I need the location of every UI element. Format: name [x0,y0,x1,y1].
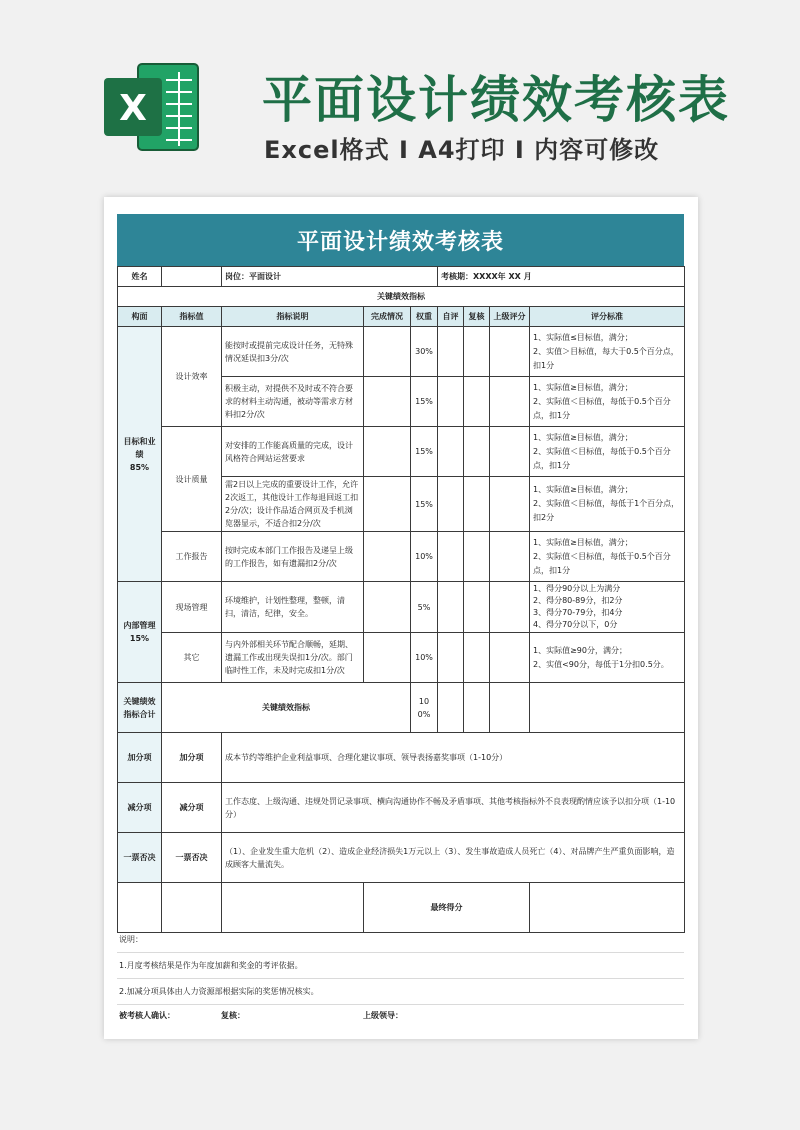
name-label: 姓名 [118,267,162,287]
table-row [118,327,685,377]
group-total: 关键绩效指标合计 [118,683,162,733]
table-title: 平面设计绩效考核表 [117,214,684,266]
veto-desc: （1）、企业发生重大危机（2）、造成企业经济损失1万元以上（3）、发生事故造成人员死亡（4）、对品牌产生严重负面影响，造成顾客大量流失。 [222,833,685,883]
indicator-name: 设计效率 [162,327,222,427]
bonus-name: 加分项 [162,733,222,783]
indicator-desc: 与内外部相关环节配合顺畅，延期、遗漏工作或出现失误扣1分/次。部门临时性工作，未及时完成扣1分/次 [222,633,364,683]
completion-cell[interactable] [364,327,411,377]
superior-score-cell[interactable] [490,582,530,633]
page-banner [0,0,800,190]
superior-score-cell[interactable] [490,633,530,683]
completion-cell[interactable] [364,477,411,532]
superior-score-cell[interactable] [490,377,530,427]
header-cell: 指标值 [162,307,222,327]
header-cell: 复核 [464,307,490,327]
excel-logo-icon [100,58,200,156]
final-score-value[interactable] [530,883,685,933]
bonus-group: 加分项 [118,733,162,783]
review-total[interactable] [464,683,490,733]
header-cell: 权重 [411,307,438,327]
completion-cell[interactable] [364,633,411,683]
indicator-name: 其它 [162,633,222,683]
header-cell: 指标说明 [222,307,364,327]
examinee-confirm: 被考核人确认： [119,1011,175,1020]
criteria-cell: 1、实际值≥目标值，满分； 2、实际值＜目标值，每低于0.5个百分点，扣1分 [530,532,685,582]
total-row [118,683,685,733]
review-cell[interactable] [464,633,490,683]
review-cell[interactable] [464,477,490,532]
banner-subtitle: Excel格式 I A4打印 I 内容可修改 [264,136,660,164]
header-row [118,307,685,327]
superior-score-cell[interactable] [490,427,530,477]
section-label: 关键绩效指标 [118,287,685,307]
table-row [118,633,685,683]
completion-cell[interactable] [364,582,411,633]
final-score-label: 最终得分 [364,883,530,933]
period-cell: 考核期：XXXX年 XX 月 [438,267,685,287]
post-cell: 岗位：平面设计 [222,267,438,287]
svg-text:X: X [119,88,147,129]
weight-cell: 10% [411,532,438,582]
superior-sign: 上级领导： [363,1011,403,1020]
note-1: 1.月度考核结果是作为年度加薪和奖金的考评依据。 [119,961,303,970]
veto-name: 一票否决 [162,833,222,883]
penalty-desc: 工作态度、上级沟通、违规处罚记录事项、横向沟通协作不畅及矛盾事项、其他考核指标外不良表现酌情应该予以扣分项（1-10分） [222,783,685,833]
review-cell[interactable] [464,377,490,427]
indicator-desc: 积极主动，对提供不及时或不符合要求的材料主动沟通，被动等需求方材料扣2分/次 [222,377,364,427]
superior-score-total[interactable] [490,683,530,733]
self-score-cell[interactable] [438,327,464,377]
criteria-cell: 1、实际值≥目标值，满分； 2、实际值＜目标值，每低于0.5个百分点，扣1分 [530,427,685,477]
indicator-name: 设计质量 [162,427,222,532]
header-cell: 上级评分 [490,307,530,327]
weight-cell: 5% [411,582,438,633]
indicator-desc: 能按时或提前完成设计任务，无特殊情况延误扣3分/次 [222,327,364,377]
superior-score-cell[interactable] [490,327,530,377]
self-score-cell[interactable] [438,427,464,477]
superior-score-cell[interactable] [490,477,530,532]
self-score-cell[interactable] [438,477,464,532]
criteria-cell: 1、实际值≥目标值，满分； 2、实际值＜目标值，每低于1个百分点，扣2分 [530,477,685,532]
banner-title: 平面设计绩效考核表 [262,71,730,129]
header-cell: 构面 [118,307,162,327]
group-internal: 内部管理 15% [118,582,162,683]
self-score-cell[interactable] [438,377,464,427]
total-label: 关键绩效指标 [162,683,411,733]
weight-cell: 30% [411,327,438,377]
notes-title: 说明： [119,935,143,944]
header-cell: 自评 [438,307,464,327]
divider [117,952,684,953]
penalty-name: 减分项 [162,783,222,833]
criteria-cell: 1、实际值≥目标值，满分； 2、实际值＜目标值，每低于0.5个百分点，扣1分 [530,377,685,427]
kpi-table [117,266,685,933]
divider [117,1004,684,1005]
header-cell: 评分标准 [530,307,685,327]
penalty-row [118,783,685,833]
indicator-desc: 对安排的工作能高质量的完成，设计风格符合网站运营要求 [222,427,364,477]
final-empty-cell [222,883,364,933]
weight-cell: 15% [411,427,438,477]
self-score-cell[interactable] [438,532,464,582]
criteria-cell: 1、实际值≥90分，满分； 2、实值<90分，每低于1分扣0.5分。 [530,633,685,683]
note-2: 2.加减分项具体由人力资源部根据实际的奖惩情况核实。 [119,987,319,996]
notes-area [117,928,684,1028]
indicator-desc: 需2日以上完成的重要设计工作，允许2次返工，其他设计工作每退回返工扣2分/次；设计作品适合网页及手机浏览器显示，不适合扣2分/次 [222,477,364,532]
weight-cell: 15% [411,377,438,427]
indicator-name: 现场管理 [162,582,222,633]
final-score-row [118,883,685,933]
header-cell: 完成情况 [364,307,411,327]
indicator-desc: 环境维护，计划性整理，整顿，清扫，清洁，纪律，安全。 [222,582,364,633]
criteria-total [530,683,685,733]
info-row [118,267,685,287]
criteria-cell: 1、实际值≤目标值，满分； 2、实值＞目标值，每大于0.5个百分点，扣1分 [530,327,685,377]
bonus-desc: 成本节约等维护企业利益事项、合理化建议事项、领导表扬嘉奖事项（1-10分） [222,733,685,783]
review-cell[interactable] [464,582,490,633]
superior-score-cell[interactable] [490,532,530,582]
final-empty-cell [162,883,222,933]
veto-group: 一票否决 [118,833,162,883]
table-row [118,532,685,582]
review-cell[interactable] [464,327,490,377]
weight-cell: 15% [411,477,438,532]
total-weight: 100% [411,683,438,733]
final-empty-cell [118,883,162,933]
group-performance: 目标和业绩 85% [118,327,162,582]
bonus-row [118,733,685,783]
review-cell[interactable] [464,532,490,582]
veto-row [118,833,685,883]
indicator-name: 工作报告 [162,532,222,582]
self-score-total[interactable] [438,683,464,733]
table-row [118,427,685,477]
name-value[interactable] [162,267,222,287]
completion-cell[interactable] [364,377,411,427]
completion-cell[interactable] [364,532,411,582]
divider [117,978,684,979]
weight-cell: 10% [411,633,438,683]
self-score-cell[interactable] [438,633,464,683]
review-cell[interactable] [464,427,490,477]
criteria-cell: 1、得分90分以上为满分 2、得分80-89分，扣2分 3、得分70-79分，扣4分 4、得分70分以下，0分 [530,582,685,633]
indicator-desc: 按时完成本部门工作报告及递呈上级的工作报告，如有遗漏扣2分/次 [222,532,364,582]
self-score-cell[interactable] [438,582,464,633]
table-row [118,582,685,633]
completion-cell[interactable] [364,427,411,477]
reviewer-sign: 复核： [221,1011,245,1020]
penalty-group: 减分项 [118,783,162,833]
